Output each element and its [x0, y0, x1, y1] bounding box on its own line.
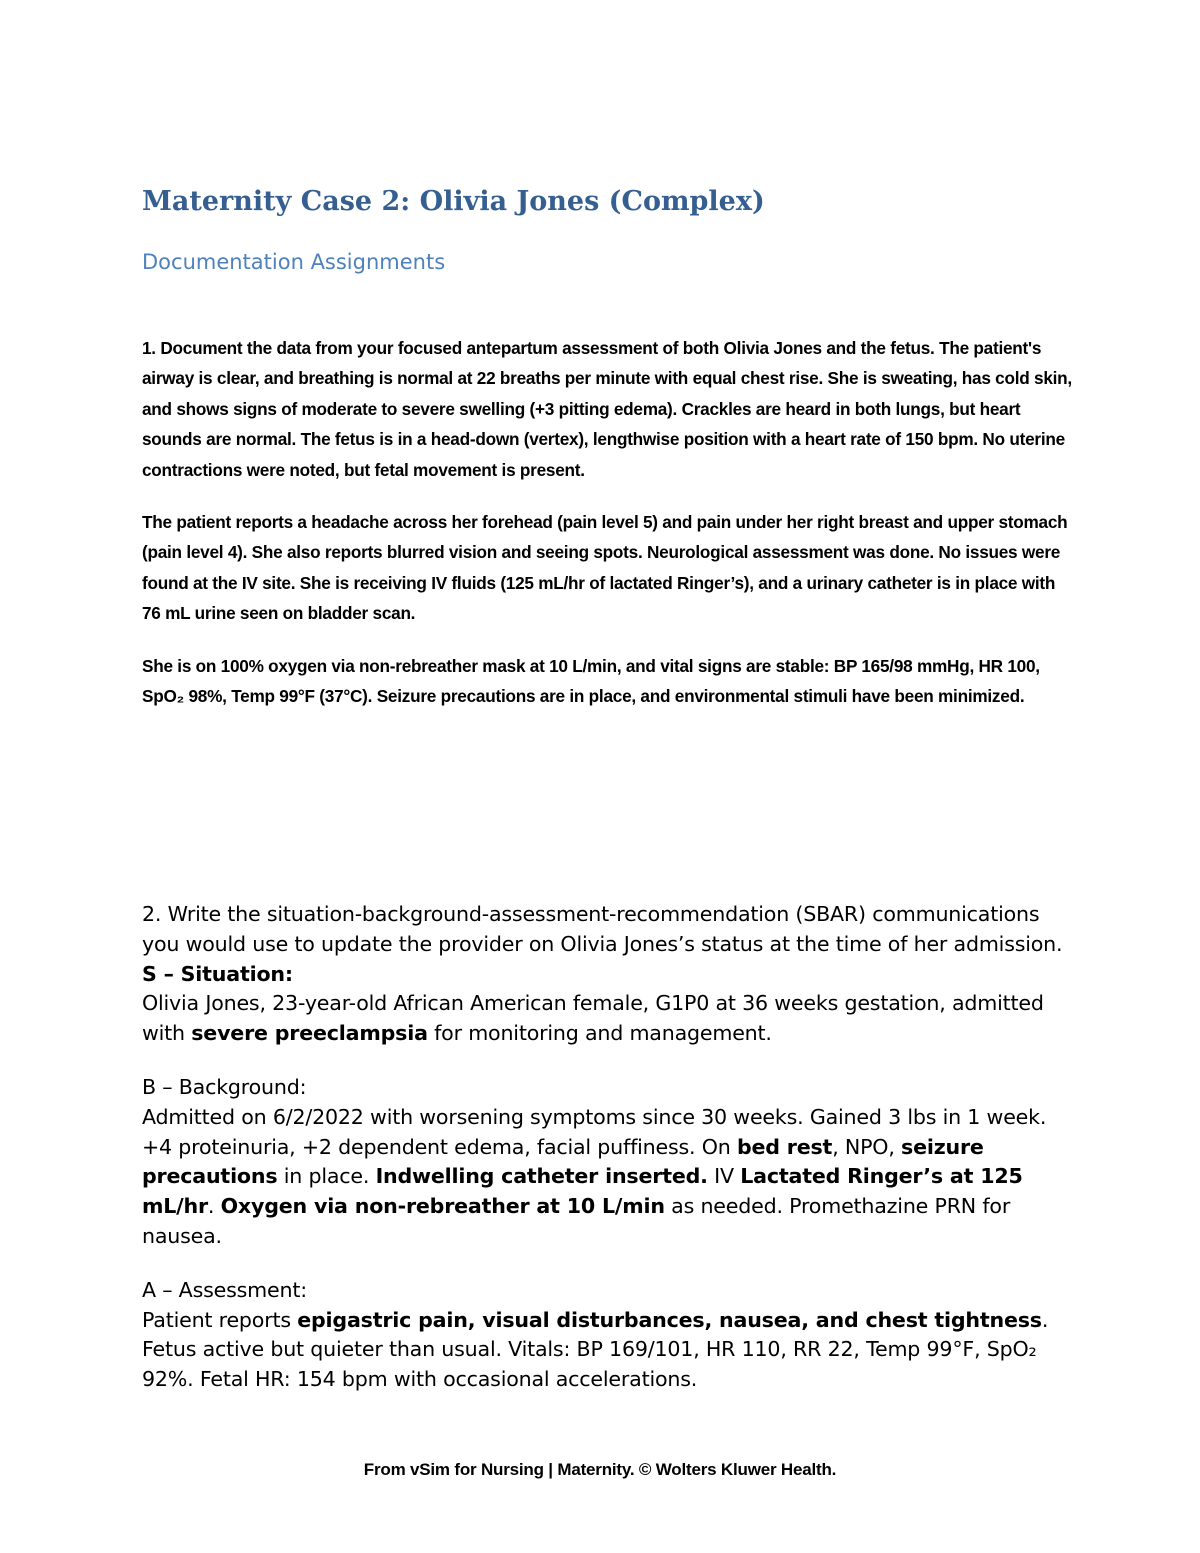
background-highlight-iv: Lactated Ringer’s at 125 mL/hr — [142, 1164, 1023, 1219]
sbar-situation-block — [142, 900, 1082, 1049]
background-text-6: as needed. Promethazine PRN for nausea. — [142, 1194, 1011, 1248]
assessment-highlight: epigastric pain, visual disturbances, nausea, and chest tightness — [297, 1307, 1042, 1332]
assessment-text-2: . Fetus active but quieter than usual. Vitals: BP 169/101, HR 110, RR 22, Temp 99°F, SpO₂ 92%. Fetal HR: 154 bpm with occasional accelerations. — [142, 1307, 1049, 1392]
question-1-paragraph-2: The patient reports a headache across her forehead (pain level 5) and pain under her right breast and upper stomach (pain level 4). She also reports blurred vision and seeing spots. Neurological assessment was done. No issues were found at the IV site. She is receiving IV fluids (125 mL/hr of lactated Ringer’s), and a urinary catheter is in place with 76 mL urine seen on bladder scan. — [142, 512, 1068, 624]
background-text-3: in place. — [277, 1164, 376, 1189]
background-highlight-oxygen: Oxygen via non-rebreather at 10 L/min — [220, 1194, 665, 1219]
question-2-section — [142, 900, 1082, 1395]
background-text-5: . — [207, 1194, 221, 1219]
background-text-4: IV — [707, 1164, 741, 1189]
background-highlight-catheter: Indwelling catheter inserted. — [375, 1164, 708, 1189]
situation-text-end: for monitoring and management. — [427, 1021, 772, 1046]
situation-heading: S – Situation: — [142, 961, 293, 986]
background-text-2: , NPO, — [832, 1134, 902, 1159]
page-title: Maternity Case 2: Olivia Jones (Complex) — [142, 186, 765, 217]
question-1-paragraph-3: She is on 100% oxygen via non-rebreather mask at 10 L/min, and vital signs are stable: BP 165/98 mmHg, HR 100, SpO₂ 98%, Temp 99°F (37°C). Seizure precautions are in place, and environmental stimuli have been minimized. — [142, 655, 1040, 707]
question-2-prompt: 2. Write the situation-background-assessment-recommendation (SBAR) communications you would use to update the provider on Olivia Jones’s status at the time of her admission. — [142, 902, 1063, 956]
situation-text: Olivia Jones, 23-year-old African American female, G1P0 at 36 weeks gestation, admitted with — [142, 991, 1044, 1046]
situation-highlight: severe preeclampsia — [191, 1021, 428, 1046]
page-subtitle: Documentation Assignments — [142, 250, 446, 274]
background-text: Admitted on 6/2/2022 with worsening symptoms since 30 weeks. Gained 3 lbs in 1 week. +4 proteinuria, +2 dependent edema, facial puffiness. On — [142, 1104, 1047, 1159]
background-highlight-seizure: seizure precautions — [142, 1134, 984, 1189]
background-highlight-bed-rest: bed rest — [736, 1134, 833, 1159]
assessment-text: Patient reports — [142, 1307, 298, 1332]
page-footer: From vSim for Nursing | Maternity. © Wolters Kluwer Health. — [363, 1460, 837, 1479]
question-1-paragraph-1: 1. Document the data from your focused antepartum assessment of both Olivia Jones and the fetus. The patient's airway is clear, and breathing is normal at 22 breaths per minute with equal chest rise. She is sweating, has cold skin, and shows signs of moderate to severe swelling (+3 pitting edema). Crackles are heard in both lungs, but heart sounds are normal. The fetus is in a head-down (vertex), lengthwise position with a heart rate of 150 bpm. No uterine contractions were noted, but fetal movement is present. — [142, 338, 1072, 480]
question-1-section — [142, 333, 1072, 733]
assessment-heading: A – Assessment: — [142, 1277, 307, 1302]
sbar-assessment-block — [142, 1276, 1082, 1395]
background-heading: B – Background: — [142, 1074, 307, 1099]
sbar-background-block — [142, 1073, 1082, 1252]
